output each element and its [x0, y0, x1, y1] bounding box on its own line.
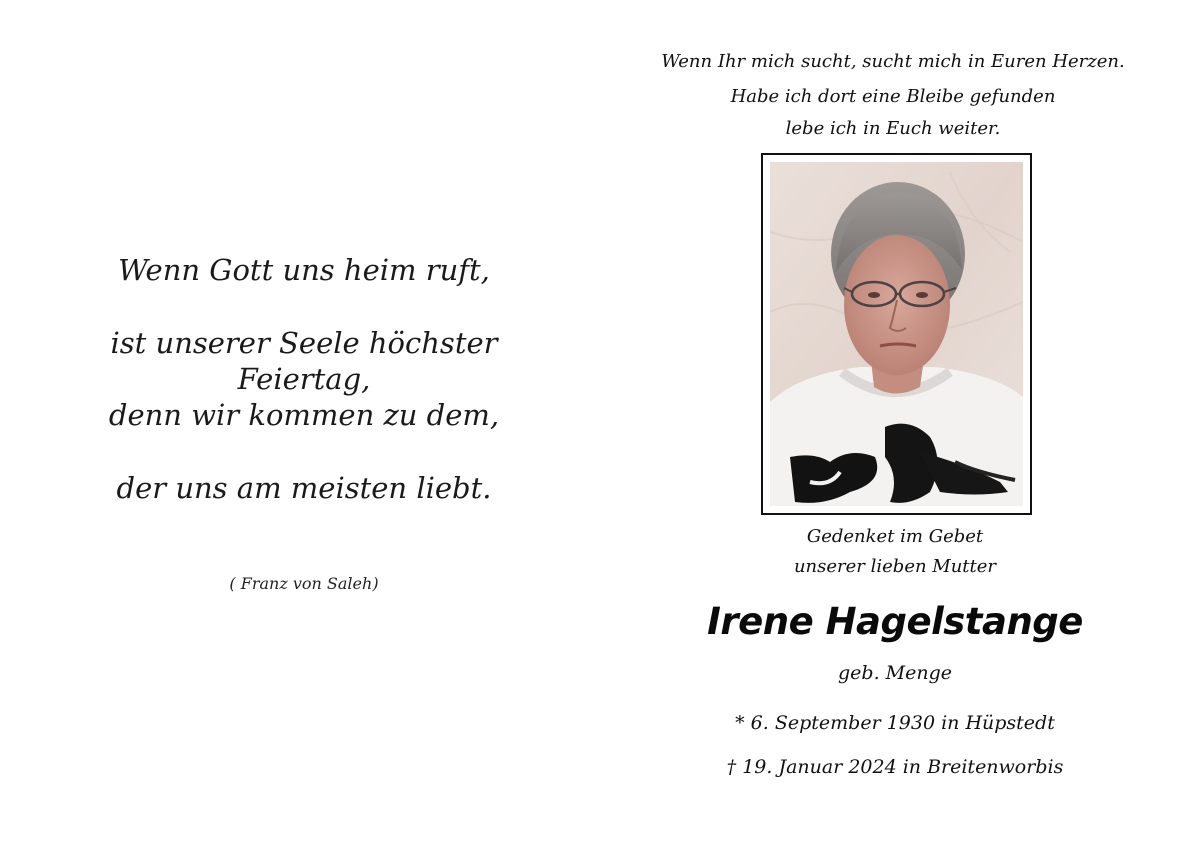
verse-line-4: der uns am meisten liebt.	[116, 471, 492, 505]
verse-line-2: ist unserer Seele höchster Feiertag,	[110, 326, 498, 396]
motto-line-1: Wenn Ihr mich sucht, sucht mich in Euren Herzen.	[661, 51, 1125, 72]
maiden-name: geb. Menge	[838, 662, 952, 684]
caption-line-2: unserer lieben Mutter	[793, 556, 997, 577]
verse-line-3: denn wir kommen zu dem,	[108, 398, 500, 432]
caption-line-1: Gedenket im Gebet	[806, 526, 984, 547]
birth-date: * 6. September 1930 in Hüpstedt	[735, 712, 1055, 734]
deceased-name: Irene Hagelstange	[707, 600, 1083, 643]
motto-line-3: lebe ich in Euch weiter.	[785, 118, 1001, 139]
verse-line-1: Wenn Gott uns heim ruft,	[118, 253, 490, 287]
motto-line-2: Habe ich dort eine Bleibe gefunden	[730, 86, 1056, 107]
death-date: † 19. Januar 2024 in Breitenworbis	[726, 756, 1064, 778]
portrait-frame	[761, 153, 1032, 515]
portrait-photo	[770, 162, 1023, 506]
verse-attribution: ( Franz von Saleh)	[229, 574, 379, 593]
